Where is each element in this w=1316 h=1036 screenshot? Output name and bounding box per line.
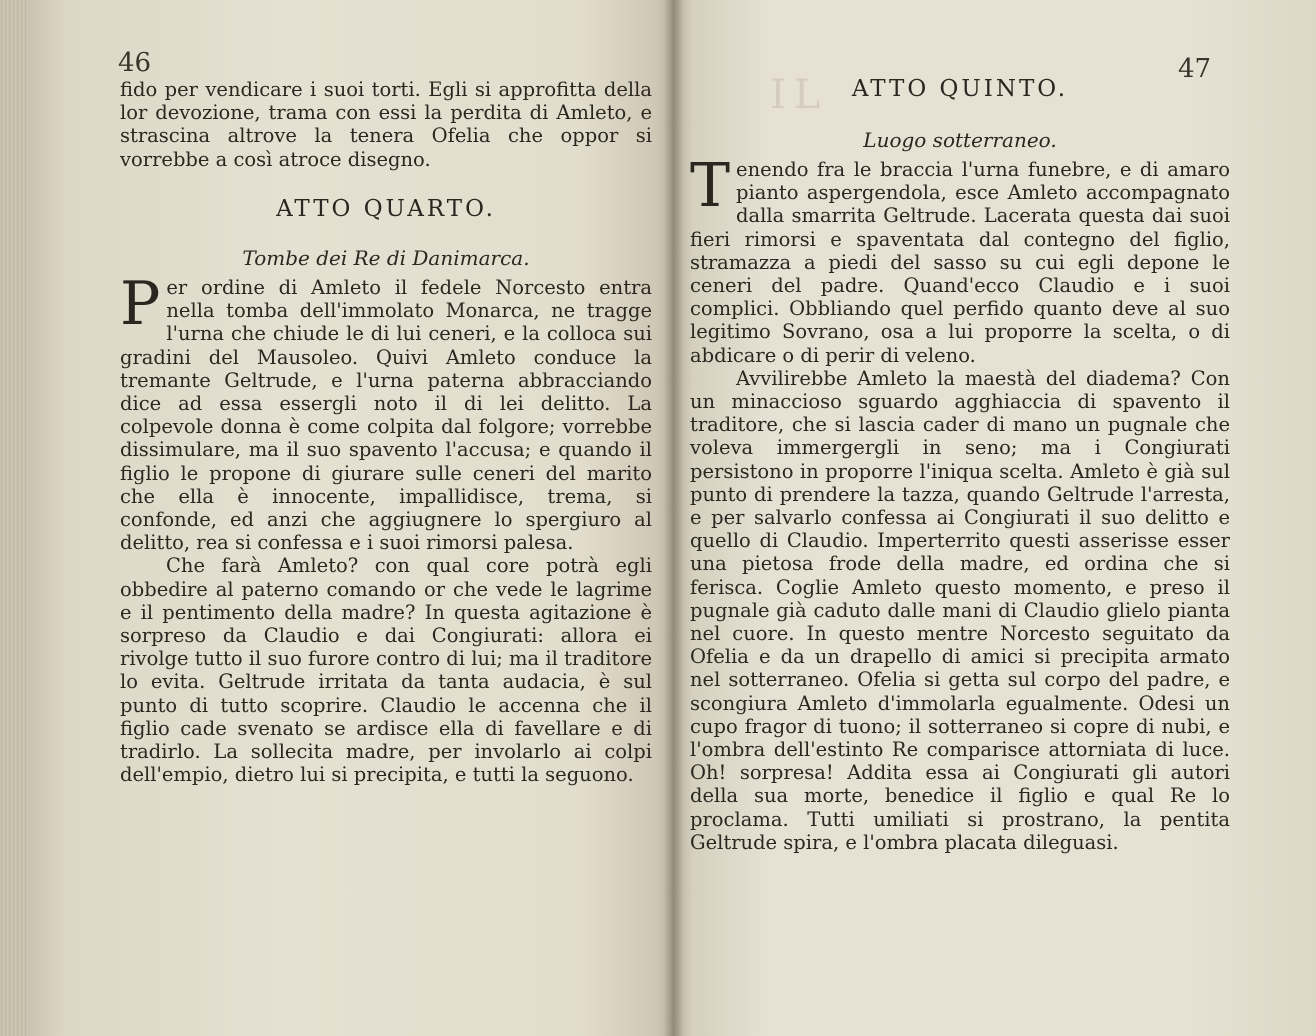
continuation-paragraph: fido per vendicare i suoi torti. Egli si approfitta della lor devozione, trama con essi la perdita di Amleto, e strascina altrove la tenera Ofelia che oppor si vorrebbe a così atroce disegno. xyxy=(120,78,652,171)
act-five-paragraph-2: Avvilirebbe Amleto la maestà del diadema? Con un minaccioso sguardo agghiaccia di spavento il traditore, che si lascia cader di mano un pugnale che voleva immergergli in seno; ma i Congiurati persistono in proporre l'iniqua scelta. Amleto è già sul punto di prendere la tazza, quando Geltrude l'arresta, e per salvarlo confessa ai Congiurati il suo delitto e quello di Claudio. Imperterrito questi asserisse esser una pietosa frode della madre, ed ordina che si ferisca. Coglie Amleto questo momento, e preso il pugnale già caduto dalle mani di Claudio glielo pianta nel cuore. In questo mentre Norcesto seguitato da Ofelia e da un drapello di amici si precipita armato nel sotterraneo. Ofelia si getta sul corpo del padre, e scongiura Amleto d'immolarla egualmente. Odesi un cupo fragor di tuono; il sotterraneo si copre di nubi, e l'ombra dell'estinto Re comparisce attorniata di luce. Oh! sorpresa! Addita essa ai Congiurati gli autori della sua morte, benedice il figlio e qual Re lo proclama. Tutti umiliati si prostrano, la pentita Geltrude spira, e l'ombra placata dileguasi. xyxy=(690,366,1230,854)
act-four-paragraph-1 xyxy=(120,269,652,555)
act-five-text xyxy=(690,151,1230,854)
page-edges xyxy=(0,0,30,1036)
left-page-number: 46 xyxy=(118,48,152,78)
act-five-heading: ATTO QUINTO. xyxy=(851,76,1069,102)
act-four-heading: ATTO QUARTO. xyxy=(276,196,496,222)
drop-cap: T xyxy=(690,151,731,221)
act-four-paragraph-2: Che farà Amleto? con qual core potrà egli obbedire al paterno comando or che vede le lagrime e il pentimento della madre? In questa agitazione è sorpreso da Claudio e dai Congiurati: allora ei rivolge tutto il suo furore contro di lui; ma il traditore lo evita. Geltrude irritata da tanta audacia, è sul punto di tutto scoprire. Claudio le accenna che il figlio cade svenato se ardisce ella di favellare e di tradirlo. La sollecita madre, per involarlo ai colpi dell'empio, dietro lui si precipita, e tutti la seguono. xyxy=(120,554,652,787)
act-five-setting: Luogo sotterraneo. xyxy=(863,128,1057,152)
book-gutter xyxy=(664,0,684,1036)
drop-cap: P xyxy=(120,269,161,339)
act-four-setting: Tombe dei Re di Danimarca. xyxy=(242,246,530,270)
right-page-number: 47 xyxy=(1178,54,1212,84)
act-five-paragraph-1 xyxy=(690,151,1230,367)
paragraph-text: enendo fra le braccia l'urna funebre, e di amaro pianto aspergendola, esce Amleto accompagnato dalla smarrita Geltrude. Lacerata questa dai suoi fieri rimorsi e spaventata dal contegno del figlio, stramazza a piedi del sasso su cui egli depone le ceneri del padre. Quand'ecco Claudio e i suoi complici. Obbliando quel perfido quanto deve al suo legitimo Sovrano, osa a lui proporre la scelta, o di abdicare o di perir di veleno. xyxy=(690,158,1230,367)
bleed-through-text: IL xyxy=(770,72,829,118)
left-continuation-text xyxy=(120,78,652,171)
act-four-text xyxy=(120,269,652,787)
paragraph-text: er ordine di Amleto il fedele Norcesto entra nella tomba dell'immolato Monarca, ne tragge l'urna che chiude le di lui ceneri, e la colloca sui gradini del Mausoleo. Quivi Amleto conduce la tremante Geltrude, e l'urna paterna abbracciando dice ad essa essergli noto il di lei delitto. La colpevole donna è come colpita dal folgore; vorrebbe dissimulare, ma il suo spavento l'accusa; e quando il figlio le propone di giurare sulle ceneri del marito che ella è innocente, impallidisce, trema, si confonde, ed anzi che aggiugnere lo spergiuro al delitto, rea si confessa e i suoi rimorsi palesa. xyxy=(120,276,652,555)
